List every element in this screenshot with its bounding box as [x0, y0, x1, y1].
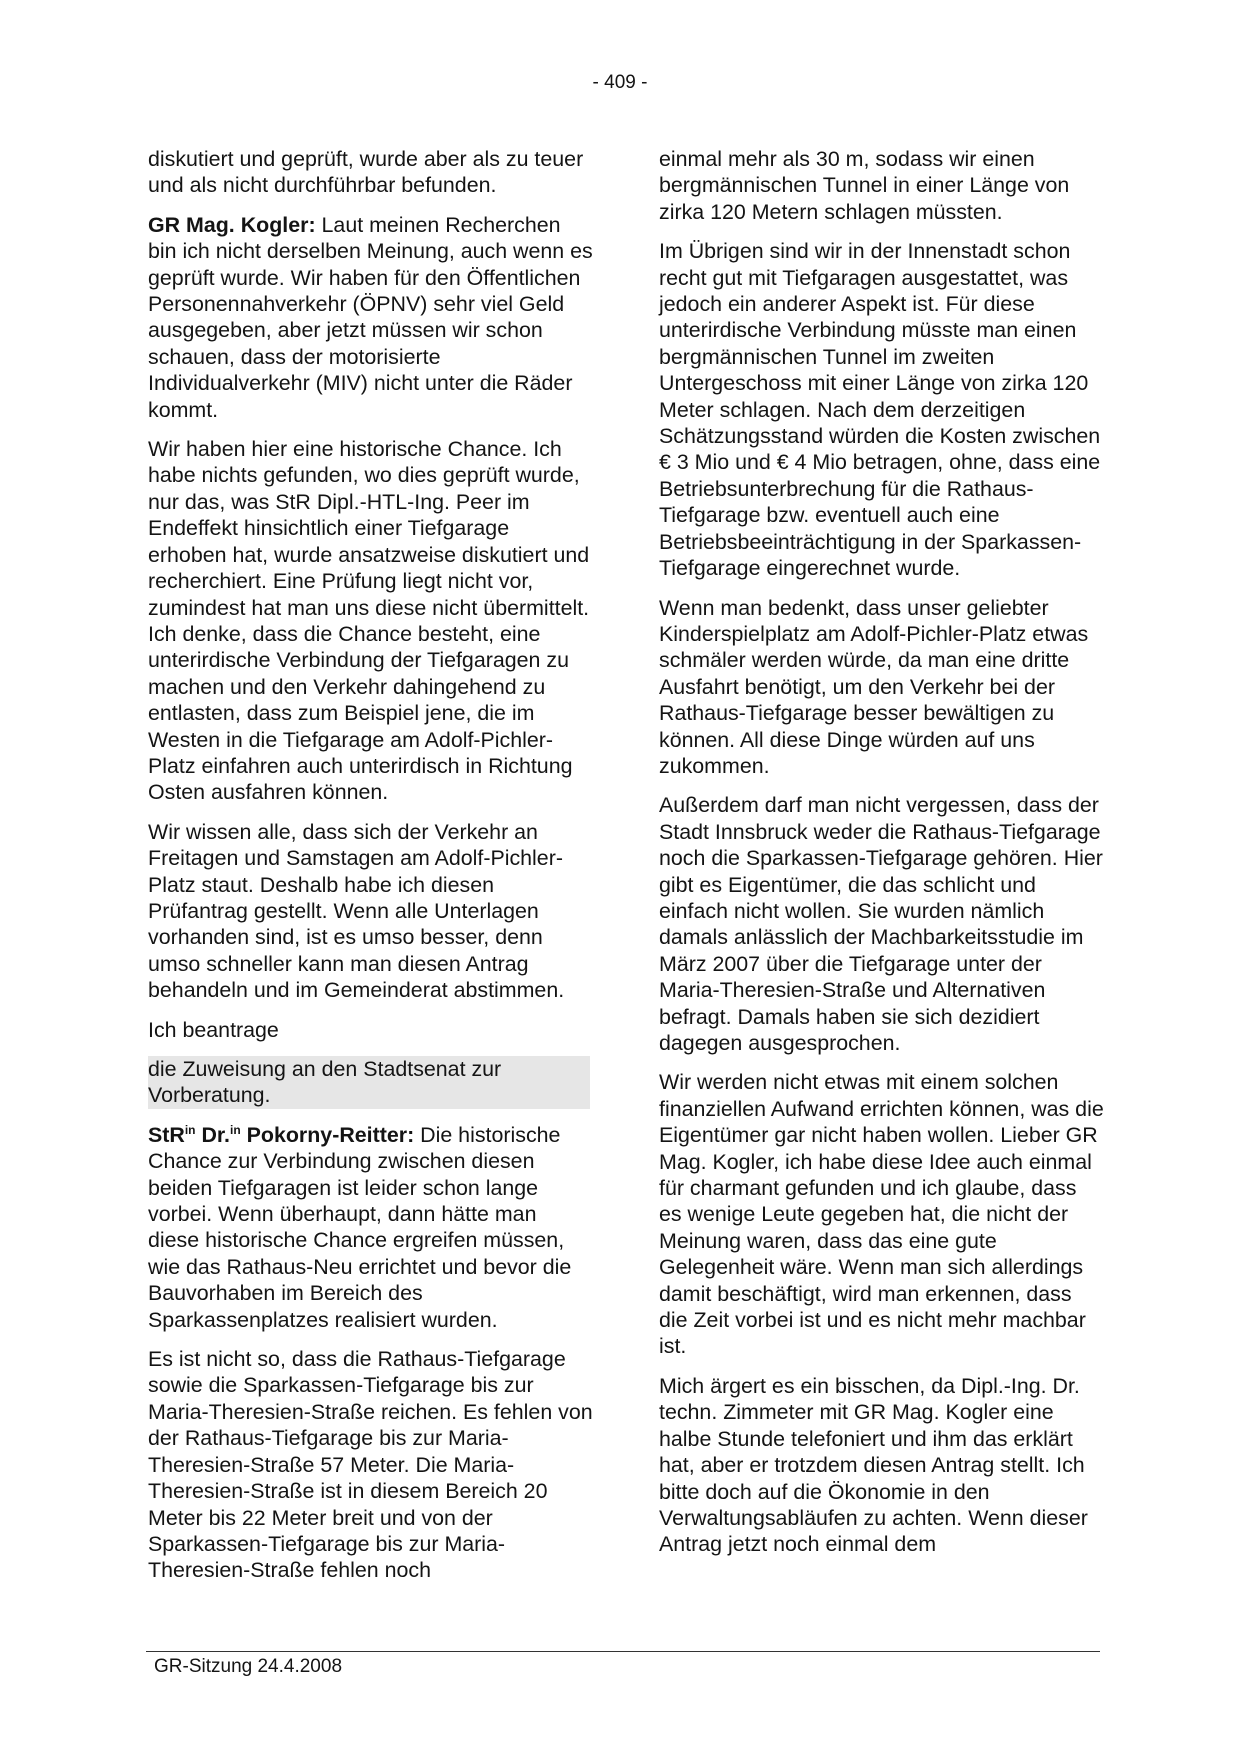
right-column [659, 146, 1104, 1571]
paragraph-kogler [148, 212, 593, 423]
speaker-surname: Pokorny-Reitter: [240, 1122, 415, 1147]
superscript: in [184, 1122, 196, 1137]
paragraph-pokorny-reitter [148, 1122, 593, 1333]
footer-divider [146, 1651, 1100, 1652]
left-column [148, 146, 593, 1597]
page-number: - 409 - [592, 72, 648, 93]
paragraph: Mich ärgert es ein bisschen, da Dipl.-Ing. Dr. techn. Zimmeter mit GR Mag. Kogler eine halbe Stunde telefoniert und ihm das erklärt hat, aber er trotzdem diesen Antrag stellt. Ich bitte doch auf die Ökonomie in den Verwaltungsabläufen zu achten. Wenn dieser Antrag jetzt noch einmal dem [659, 1373, 1088, 1557]
paragraph: Wir werden nicht etwas mit einem solchen finanziellen Aufwand errichten können, was die Eigentümer gar nicht haben wollen. Lieber GR Mag. Kogler, ich habe diese Idee auch einmal für charmant gefunden und ich glaube, dass es wenige Leute gegeben hat, die nicht der Meinung waren, dass das eine gute Gelegenheit wäre. Wenn man sich allerdings damit beschäftigt, wird man erkennen, dass die Zeit vorbei ist und es nicht mehr machbar ist. [659, 1070, 1104, 1359]
paragraph: Wenn man bedenkt, dass unser geliebter Kinderspielplatz am Adolf-Pichler-Platz etwas schmäler werden würde, da man eine dritte Ausfahrt benötigt, um den Verkehr bei der Rathaus-Tiefgarage besser bewältigen zu können. All diese Dinge würden auf uns zukommen. [659, 595, 1089, 778]
footer-session-date: GR-Sitzung 24.4.2008 [154, 1656, 343, 1677]
speech-text: Laut meinen Recherchen bin ich nicht derselben Meinung, auch wenn es geprüft wurde. Wir haben für den Öffentlichen Personennahverkehr (ÖPNV) sehr viel Geld ausgegeben, aber jetzt müssen wir schon schauen, dass der motorisierte Individualverkehr (MIV) nicht unter die Räder kommt. [148, 212, 593, 422]
speech-text: Die historische Chance zur Verbindung zwischen diesen beiden Tiefgaragen ist leider schon lange vorbei. Wenn überhaupt, dann hätte man diese historische Chance ergreifen müssen, wie das Rathaus-Neu errichtet und bevor die Bauvorhaben im Bereich des Sparkassenplatzes realisiert wurden. [148, 1122, 572, 1332]
paragraph: Außerdem darf man nicht vergessen, dass der Stadt Innsbruck weder die Rathaus-Tiefgarage noch die Sparkassen-Tiefgarage gehören. Hier gibt es Eigentümer, die das schlicht und einfach nicht wollen. Sie wurden nämlich damals anlässlich der Machbarkeitsstudie im März 2007 über die Tiefgarage unter der Maria-Theresien-Straße und Alternativen befragt. Damals haben sie sich dezidiert dagegen ausgesprochen. [659, 793, 1103, 1055]
paragraph: Es ist nicht so, dass die Rathaus-Tiefgarage sowie die Sparkassen-Tiefgarage bis zur Maria-Theresien-Straße reichen. Es fehlen von der Rathaus-Tiefgarage bis zur Maria-Theresien-Straße 57 Meter. Die Maria-Theresien-Straße ist in diesem Bereich 20 Meter bis 22 Meter breit und von der Sparkassen-Tiefgarage bis zur Maria-Theresien-Straße fehlen noch [148, 1347, 593, 1583]
speaker-title: StR [148, 1122, 185, 1147]
paragraph: Wir wissen alle, dass sich der Verkehr an Freitagen und Samstagen am Adolf-Pichler-Platz staut. Deshalb habe ich diesen Prüfantrag gestellt. Wenn alle Unterlagen vorhanden sind, ist es umso besser, denn umso schneller kann man diesen Antrag behandeln und im Gemeinderat abstimmen. [148, 819, 565, 1003]
paragraph: einmal mehr als 30 m, sodass wir einen bergmännischen Tunnel in einer Länge von zirka 120 Metern schlagen müssten. [659, 147, 1070, 224]
speaker-name: GR Mag. Kogler: [148, 212, 316, 237]
speaker-title: Dr. [195, 1122, 230, 1147]
paragraph: Im Übrigen sind wir in der Innenstadt schon recht gut mit Tiefgaragen ausgestattet, was jedoch ein anderer Aspekt ist. Für diese unterirdische Verbindung müsste man einen bergmännischen Tunnel im zweiten Untergeschoss mit einer Länge von zirka 120 Meter schlagen. Nach dem derzeitigen Schätzungsstand würden die Kosten zwischen € 3 Mio und € 4 Mio betragen, ohne, dass eine Betriebsunterbrechung für die Rathaus-Tiefgarage bzw. eventuell auch eine Betriebsbeeinträchtigung in der Sparkassen-Tiefgarage eingerechnet wurde. [659, 239, 1101, 581]
paragraph: diskutiert und geprüft, wurde aber als zu teuer und als nicht durchführbar befunden. [148, 147, 584, 198]
motion-box: die Zuweisung an den Stadtsenat zur Vorberatung. [148, 1056, 590, 1109]
speaker-name [148, 1123, 414, 1147]
paragraph: Wir haben hier eine historische Chance. Ich habe nichts gefunden, wo dies geprüft wurde, nur das, was StR Dipl.-HTL-Ing. Peer im Endeffekt hinsichtlich einer Tiefgarage erhoben hat, wurde ansatzweise diskutiert und recherchiert. Eine Prüfung liegt nicht vor, zumindest hat man uns diese nicht übermittelt. Ich denke, dass die Chance besteht, eine unterirdische Verbindung der Tiefgaragen zu machen und den Verkehr dahingehend zu entlasten, dass zum Beispiel jene, die im Westen in die Tiefgarage am Adolf-Pichler-Platz einfahren auch unterirdisch in Richtung Osten ausfahren können. [148, 437, 590, 805]
superscript: in [230, 1122, 241, 1137]
paragraph: Ich beantrage [148, 1017, 279, 1042]
